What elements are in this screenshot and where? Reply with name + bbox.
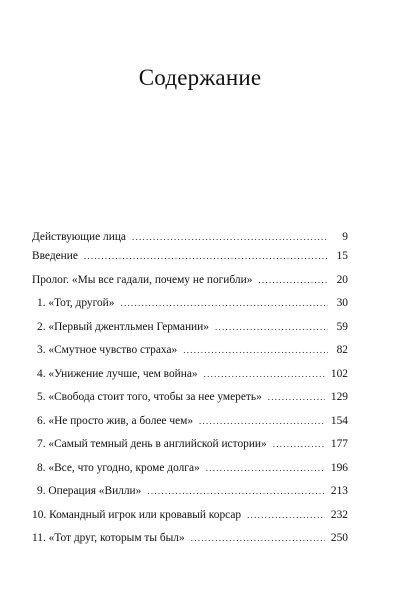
toc-entry-label: 10. Командный игрок или кровавый корсар	[32, 509, 242, 521]
toc-entry-page: 129	[330, 391, 348, 403]
toc-entry	[32, 228, 348, 246]
toc-entry-label: Введение	[32, 250, 78, 262]
toc-entry-label: 7. «Самый темный день в английской истории»	[37, 438, 267, 450]
toc-entry-label: 9. Операция «Вилли»	[37, 485, 142, 497]
toc-entry	[32, 388, 348, 406]
dot-leader	[204, 365, 325, 383]
toc-entry	[32, 506, 348, 524]
dot-leader	[199, 412, 325, 430]
toc-entry-page: 154	[330, 415, 348, 427]
dot-leader	[147, 482, 325, 500]
toc-entry-label: 11. «Тот друг, которым ты был»	[32, 532, 185, 544]
toc-entry	[32, 271, 348, 289]
page-title: Содержание	[138, 65, 262, 90]
toc-entry-page: 250	[330, 532, 348, 544]
toc-entry	[32, 318, 348, 336]
toc-entry-page: 15	[336, 250, 348, 262]
toc-entry-page: 82	[336, 344, 348, 356]
toc-entry	[32, 435, 348, 453]
dot-leader	[120, 294, 328, 312]
toc-entry-label: 2. «Первый джентльмен Германии»	[37, 321, 209, 333]
dot-leader	[273, 435, 325, 453]
toc-entry-page: 232	[330, 509, 348, 521]
dot-leader	[247, 506, 325, 524]
dot-leader	[258, 271, 328, 289]
toc-entry-page: 177	[330, 438, 348, 450]
toc-entry-page: 20	[336, 274, 348, 286]
dot-leader	[268, 388, 325, 406]
toc-entry	[32, 294, 348, 312]
toc-entry	[32, 341, 348, 359]
toc-entry	[32, 459, 348, 477]
toc-entry-page: 213	[330, 485, 348, 497]
dot-leader	[132, 228, 328, 246]
toc-entry-page: 102	[330, 368, 348, 380]
dot-leader	[191, 529, 325, 547]
toc-entry-page: 9	[342, 231, 348, 243]
toc-entry-page: 30	[336, 297, 348, 309]
toc-entry-label: 3. «Смутное чувство страха»	[37, 344, 178, 356]
toc-entry	[32, 247, 348, 265]
toc-entry-label: 6. «Не просто жив, а более чем»	[37, 415, 194, 427]
dot-leader	[84, 247, 328, 265]
toc-entry	[32, 482, 348, 500]
toc-entry	[32, 365, 348, 383]
toc-entry-page: 59	[336, 321, 348, 333]
toc-entry-label: 8. «Все, что угодно, кроме долга»	[37, 462, 200, 474]
toc-entry-page: 196	[330, 462, 348, 474]
toc-entry-label: 4. «Унижение лучше, чем война»	[37, 368, 198, 380]
dot-leader	[215, 318, 328, 336]
dot-leader	[206, 459, 325, 477]
toc-entry-label: 5. «Свобода стоит того, чтобы за нее умереть»	[37, 391, 262, 403]
toc-entry	[32, 529, 348, 547]
toc-entry	[32, 412, 348, 430]
toc-entry-label: Действующие лица	[32, 231, 126, 243]
dot-leader	[183, 341, 328, 359]
toc-entry-label: 1. «Тот, другой»	[37, 297, 115, 309]
toc-entry-label: Пролог. «Мы все гадали, почему не погибли»	[32, 274, 253, 286]
